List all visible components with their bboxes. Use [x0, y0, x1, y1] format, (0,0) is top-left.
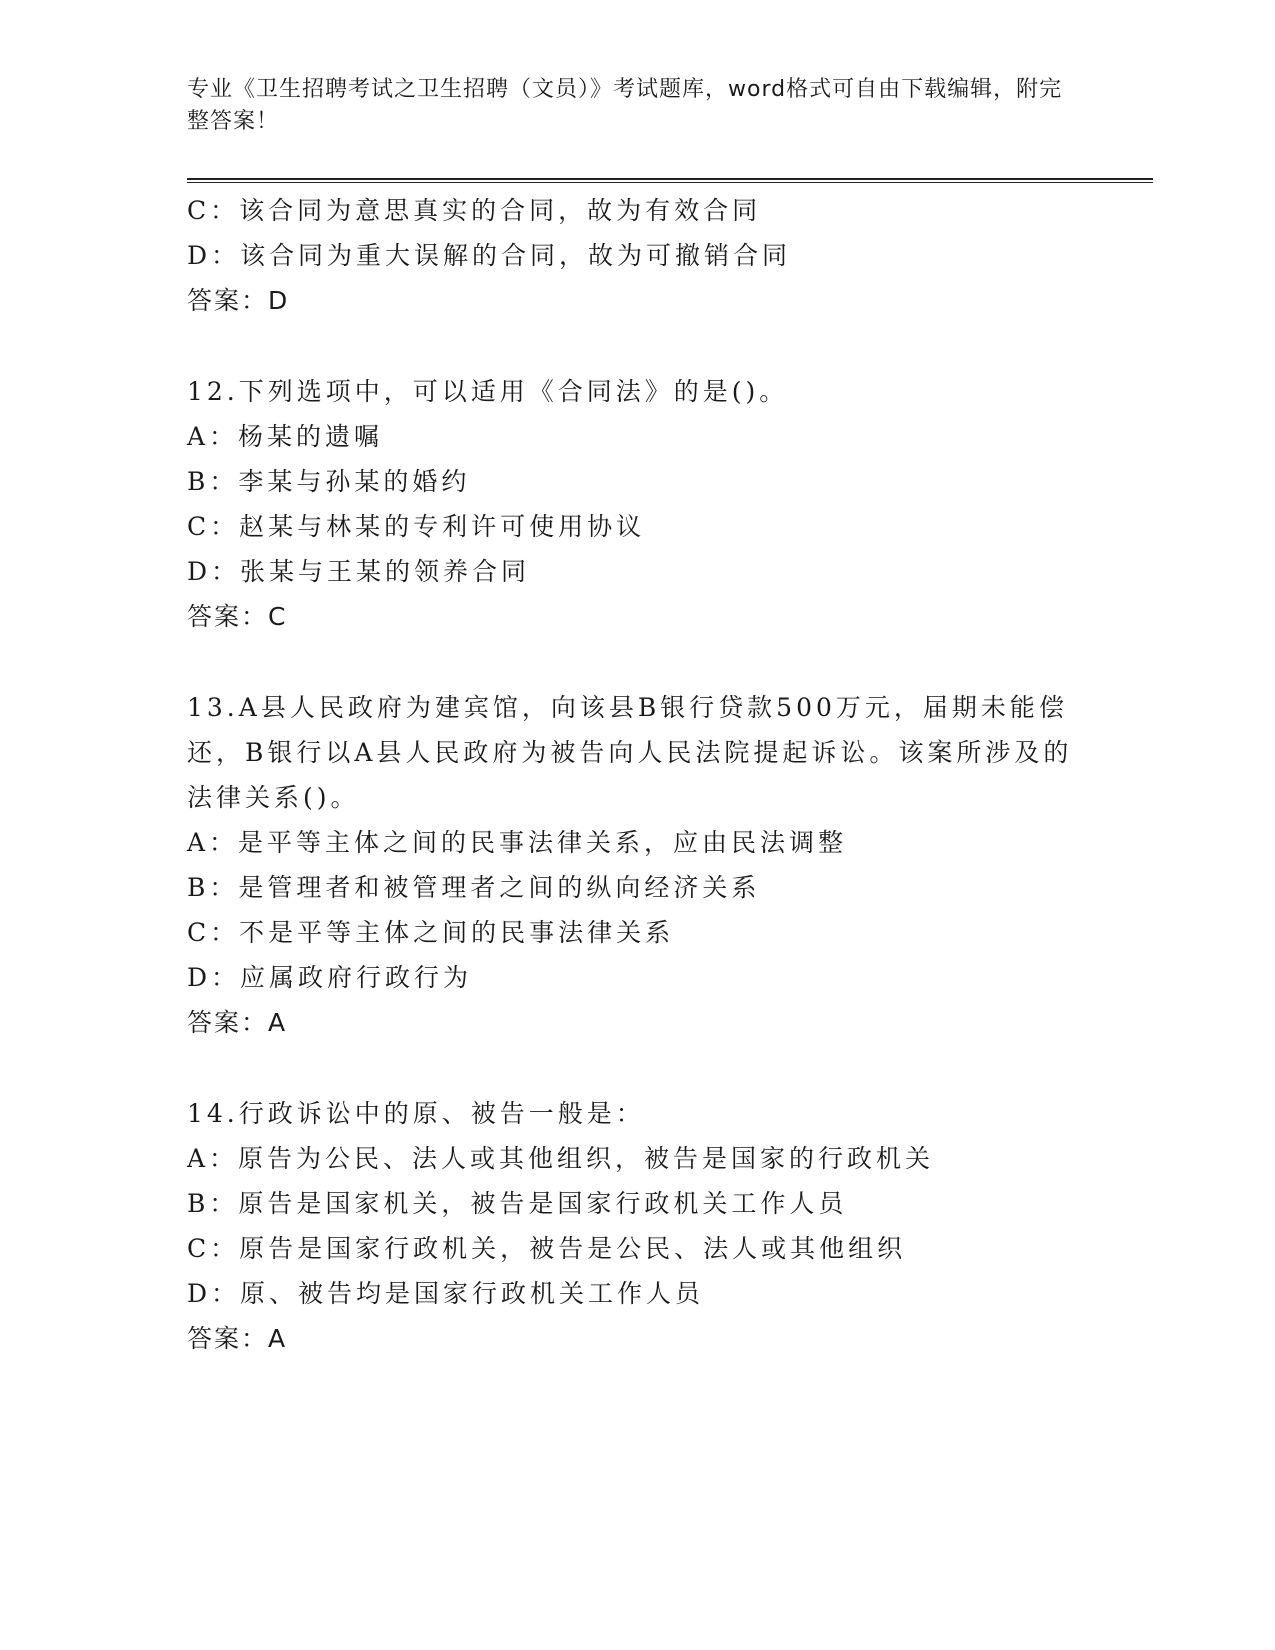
- option-a: A：杨某的遗嘱: [187, 422, 384, 451]
- header-divider: [187, 178, 1153, 183]
- option-c: C：该合同为意思真实的合同，故为有效合同: [187, 196, 762, 225]
- question-stem: 13.A县人民政府为建宾馆，向该县B银行贷款500万元，届期未能偿还，B银行以A县人民政府为被告向人民法院提起诉讼。该案所涉及的法律关系()。: [187, 693, 1073, 812]
- option-a: A：是平等主体之间的民事法律关系，应由民法调整: [187, 828, 848, 857]
- option-d: D：该合同为重大误解的合同，故为可撤销合同: [187, 241, 792, 270]
- option-c: C：不是平等主体之间的民事法律关系: [187, 918, 675, 947]
- spacer: [187, 1045, 1087, 1091]
- option-c: C：赵某与林某的专利许可使用协议: [187, 512, 646, 541]
- option-a: A：原告为公民、法人或其他组织，被告是国家的行政机关: [187, 1144, 935, 1173]
- question-12: [187, 369, 1087, 639]
- spacer: [187, 323, 1087, 369]
- header-text: 专业《卫生招聘考试之卫生招聘（文员）》考试题库，word格式可自由下载编辑，附完整答案！: [187, 77, 1063, 134]
- question-13: [187, 685, 1087, 1045]
- question-stem: 14.行政诉讼中的原、被告一般是：: [187, 1099, 645, 1128]
- continued-question: [187, 188, 1087, 323]
- question-list: [187, 188, 1087, 1361]
- option-d: D：张某与王某的领养合同: [187, 557, 531, 586]
- answer-line: 答案：A: [187, 1008, 288, 1037]
- option-b: B：李某与孙某的婚约: [187, 467, 471, 496]
- spacer: [187, 639, 1087, 685]
- option-b: B：原告是国家机关，被告是国家行政机关工作人员: [187, 1189, 848, 1218]
- question-14: [187, 1091, 1087, 1361]
- answer-line: 答案：C: [187, 602, 288, 631]
- answer-line: 答案：A: [187, 1324, 288, 1353]
- document-header: [187, 74, 1067, 138]
- option-d: D：应属政府行政行为: [187, 963, 473, 992]
- answer-line: 答案：D: [187, 286, 290, 315]
- option-d: D：原、被告均是国家行政机关工作人员: [187, 1279, 705, 1308]
- option-b: B：是管理者和被管理者之间的纵向经济关系: [187, 873, 761, 902]
- question-stem: 12.下列选项中，可以适用《合同法》的是()。: [187, 377, 789, 406]
- option-c: C：原告是国家行政机关，被告是公民、法人或其他组织: [187, 1234, 907, 1263]
